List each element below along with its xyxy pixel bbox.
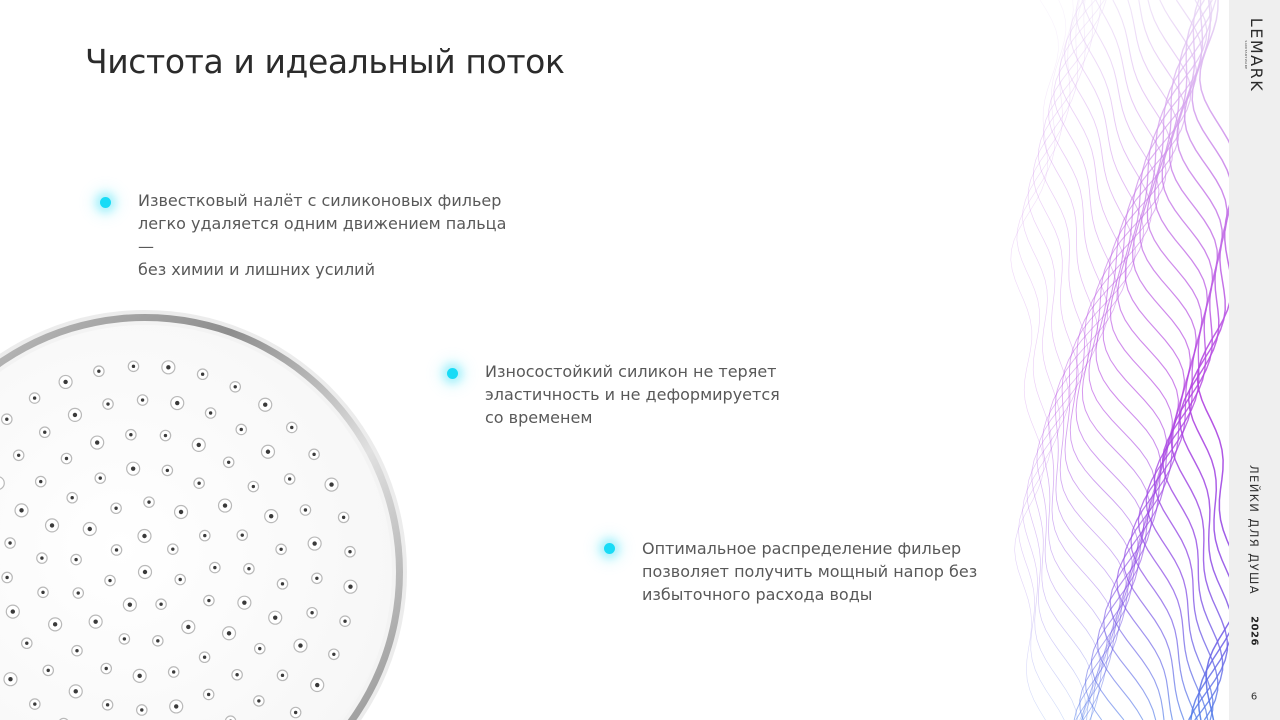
shower-nozzle-hole: [288, 477, 291, 480]
wave-line: [1049, 0, 1114, 720]
shower-nozzle-hole: [241, 533, 244, 536]
wave-line: [1198, 0, 1231, 720]
shower-nozzle-hole: [203, 534, 206, 537]
shower-nozzle-hole: [108, 579, 111, 582]
shower-nozzle-hole: [50, 523, 54, 527]
wave-line: [1017, 0, 1066, 720]
brand-name: LEMARK: [1247, 17, 1266, 93]
shower-nozzle-hole: [186, 625, 190, 629]
shower-nozzle-hole: [105, 667, 108, 670]
shower-nozzle-hole: [33, 702, 36, 705]
shower-nozzle-hole: [123, 637, 126, 640]
shower-nozzle-hole: [315, 683, 319, 687]
shower-nozzle-hole: [8, 677, 12, 681]
wave-line: [1104, 0, 1185, 720]
shower-nozzle-hole: [41, 591, 44, 594]
shower-nozzle-hole: [179, 578, 182, 581]
shower-nozzle-hole: [142, 534, 146, 538]
shower-nozzle-hole: [73, 413, 77, 417]
shower-nozzle-hole: [234, 385, 237, 388]
brand-subtitle: SANITARYWARE: [1244, 40, 1248, 70]
shower-nozzle-hole: [312, 541, 316, 545]
shower-nozzle-hole: [348, 584, 352, 588]
brand-logo: [1244, 18, 1264, 92]
shower-nozzle-hole: [290, 426, 293, 429]
shower-nozzle-hole: [273, 615, 277, 619]
shower-nozzle-hole: [269, 514, 273, 518]
shower-nozzle-hole: [227, 461, 230, 464]
shower-nozzle-hole: [164, 434, 167, 437]
shower-nozzle-hole: [247, 567, 250, 570]
shower-nozzle-hole: [223, 503, 227, 507]
shower-nozzle-hole: [172, 670, 175, 673]
shower-nozzle-hole: [174, 704, 178, 708]
shower-nozzle-hole: [70, 496, 73, 499]
shower-nozzle-hole: [252, 485, 255, 488]
section-label: ЛЕЙКИ ДЛЯ ДУША: [1247, 465, 1261, 595]
shower-nozzle-hole: [312, 453, 315, 456]
shower-nozzle-hole: [19, 508, 23, 512]
wave-line: [1086, 0, 1166, 720]
glow-dot-icon: [604, 543, 615, 554]
wave-line: [1059, 0, 1126, 720]
shower-nozzle-hole: [342, 516, 345, 519]
shower-nozzle-hole: [93, 619, 97, 623]
shower-nozzle-hole: [95, 440, 99, 444]
shower-nozzle-hole: [294, 711, 297, 714]
shower-nozzle-hole: [114, 507, 117, 510]
shower-nozzle-hole: [137, 674, 141, 678]
shower-nozzle-hole: [166, 469, 169, 472]
shower-nozzle-hole: [203, 656, 206, 659]
shower-nozzle-hole: [17, 454, 20, 457]
shower-nozzle-hole: [298, 643, 302, 647]
slide-title: Чистота и идеальный поток: [85, 42, 565, 81]
shower-nozzle-hole: [213, 566, 216, 569]
shower-nozzle-hole: [171, 547, 174, 550]
shower-nozzle-hole: [242, 600, 246, 604]
shower-nozzle-hole: [329, 482, 333, 486]
sidebar: [1229, 0, 1280, 720]
bullet-text: Оптимальное распределение фильер позволяет получить мощный напор без избыточного расхода воды: [642, 539, 978, 604]
shower-nozzle-hole: [8, 541, 11, 544]
shower-nozzle-hole: [201, 373, 204, 376]
wave-line: [1074, 0, 1151, 720]
page-number: 6: [1250, 691, 1258, 703]
shower-nozzle-hole: [40, 556, 43, 559]
shower-nozzle-hole: [97, 370, 100, 373]
shower-nozzle-hole: [65, 457, 68, 460]
shower-nozzle-hole: [207, 693, 210, 696]
shower-nozzle-hole: [77, 591, 80, 594]
shower-nozzle-hole: [266, 450, 270, 454]
shower-nozzle-hole: [258, 647, 261, 650]
shower-nozzle-hole: [240, 428, 243, 431]
shower-nozzle-hole: [207, 599, 210, 602]
shower-nozzle-hole: [147, 500, 150, 503]
glow-dot-icon: [100, 197, 111, 208]
shower-nozzle-hole: [115, 548, 118, 551]
wave-line: [1171, 0, 1227, 720]
shower-nozzle-hole: [140, 708, 143, 711]
shower-nozzle-hole: [343, 619, 346, 622]
shower-nozzle-hole: [88, 527, 92, 531]
shower-nozzle-hole: [11, 609, 15, 613]
shower-nozzle-hole: [53, 622, 57, 626]
shower-nozzle-hole: [39, 480, 42, 483]
year-label: 2026: [1248, 616, 1260, 646]
shower-nozzle-hole: [281, 674, 284, 677]
shower-nozzle-hole: [132, 365, 135, 368]
shower-nozzle-hole: [209, 411, 212, 414]
shower-nozzle-hole: [310, 611, 313, 614]
shower-nozzle-hole: [47, 669, 50, 672]
shower-nozzle-hole: [106, 703, 109, 706]
shower-nozzle-hole: [179, 510, 183, 514]
shower-nozzle-hole: [5, 576, 8, 579]
bullet-text: Износостойкий силикон не теряет эластичность и не деформируется со временем: [485, 362, 780, 427]
shower-nozzle-hole: [33, 396, 36, 399]
shower-nozzle-hole: [197, 481, 200, 484]
shower-nozzle-hole: [75, 649, 78, 652]
shower-nozzle-hole: [315, 577, 318, 580]
wave-line: [1091, 0, 1172, 720]
shower-nozzle-hole: [74, 558, 77, 561]
shower-nozzle-hole: [5, 418, 8, 421]
shower-nozzle-hole: [166, 365, 170, 369]
shower-nozzle-hole: [227, 631, 231, 635]
shower-nozzle-hole: [43, 431, 46, 434]
shower-nozzle-hole: [332, 653, 335, 656]
shower-nozzle-hole: [197, 443, 201, 447]
shower-nozzle-hole: [281, 582, 284, 585]
shower-nozzle-hole: [74, 689, 78, 693]
shower-nozzle-hole: [235, 673, 238, 676]
bullet-text: Известковый налёт с силиконовых фильер легко удаляется одним движением пальца — без химии и лишних усилий: [138, 191, 507, 279]
shower-nozzle-hole: [156, 639, 159, 642]
shower-nozzle-hole: [279, 548, 282, 551]
wave-line: [1098, 0, 1180, 720]
shower-nozzle-hole: [131, 466, 135, 470]
shower-nozzle-hole: [175, 401, 179, 405]
shower-nozzle-hole: [348, 550, 351, 553]
shower-nozzle-hole: [63, 380, 67, 384]
shower-nozzle-hole: [25, 642, 28, 645]
glow-dot-icon: [447, 368, 458, 379]
wave-lines-decoration: [1000, 0, 1230, 720]
shower-nozzle-hole: [99, 476, 102, 479]
shower-nozzle-hole: [141, 398, 144, 401]
shower-nozzle-hole: [143, 570, 147, 574]
shower-nozzle-hole: [129, 433, 132, 436]
shower-nozzle-hole: [304, 508, 307, 511]
shower-nozzle-hole: [128, 602, 132, 606]
shower-nozzle-hole: [159, 603, 162, 606]
shower-nozzle-hole: [106, 402, 109, 405]
shower-nozzle-hole: [263, 403, 267, 407]
shower-nozzle-hole: [257, 699, 260, 702]
